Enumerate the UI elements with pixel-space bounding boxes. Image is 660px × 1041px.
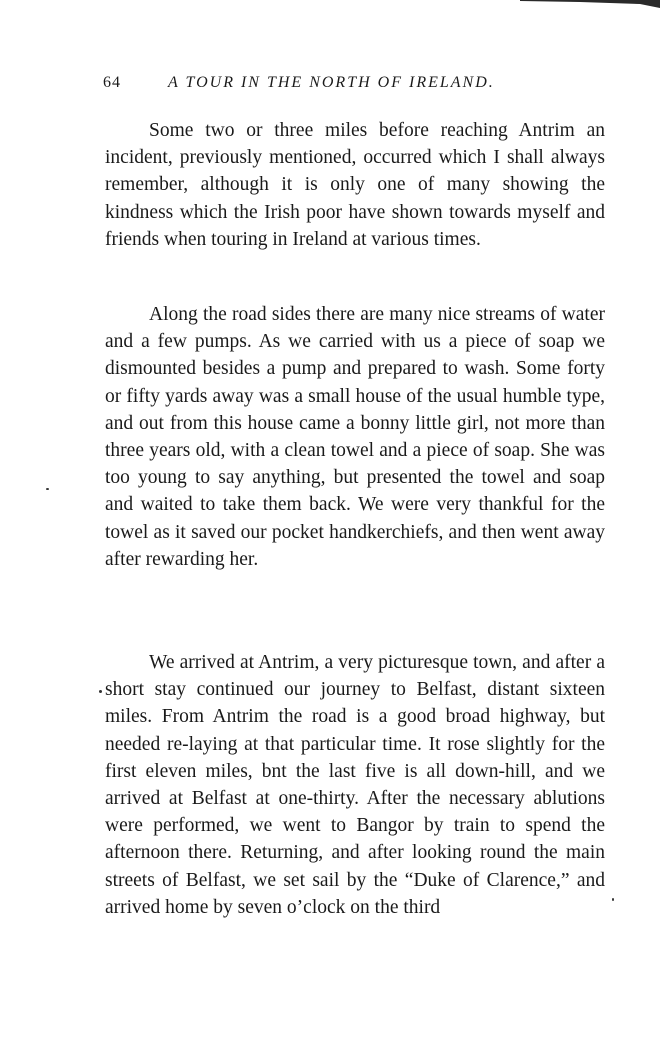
paragraph-2 bbox=[105, 301, 605, 573]
running-title: A TOUR IN THE NORTH OF IRELAND. bbox=[168, 74, 495, 91]
paragraph-1 bbox=[105, 117, 605, 253]
page-number: 64 bbox=[103, 74, 121, 91]
paragraph-text: Along the road sides there are many nice streams of water and a few pumps. As we carried with us a piece of soap we dismounted besides a pump and prepared to wash. Some forty or fifty yards away was a small house of the usual humble type, and out from this house came a bonny little girl, not more than three years old, with a clean towel and a piece of soap. She was too young to say anything, but presented the towel and soap and waited to take them back. We were very thankful for the towel as it saved our pocket handkerchiefs, and then went away after rewarding her. bbox=[105, 304, 605, 570]
ink-speck bbox=[46, 488, 49, 490]
paragraph-text: Some two or three miles before reaching Antrim an incident, previously mentioned, occurred which I shall always remember, although it is only one of many showing the kindness which the Irish poor have shown towards myself and friends when touring in Ireland at various times. bbox=[105, 120, 605, 250]
ink-speck bbox=[99, 690, 102, 693]
ink-speck bbox=[612, 898, 614, 901]
page-edge-shadow bbox=[520, 0, 660, 10]
paragraph-3 bbox=[105, 649, 605, 921]
paragraph-text: We arrived at Antrim, a very picturesque town, and after a short stay continued our journey to Belfast, distant sixteen miles. From Antrim the road is a good broad highway, but needed re-laying at that particular time. It rose slightly for the first eleven miles, bnt the last five is all down-hill, and we arrived at Belfast at one-thirty. After the necessary ablutions were performed, we went to Bangor by train to spend the afternoon there. Returning, and after looking round the main streets of Belfast, we set sail by the “Duke of Clarence,” and arrived home by seven o’clock on the third bbox=[105, 652, 605, 918]
running-header bbox=[103, 74, 563, 92]
